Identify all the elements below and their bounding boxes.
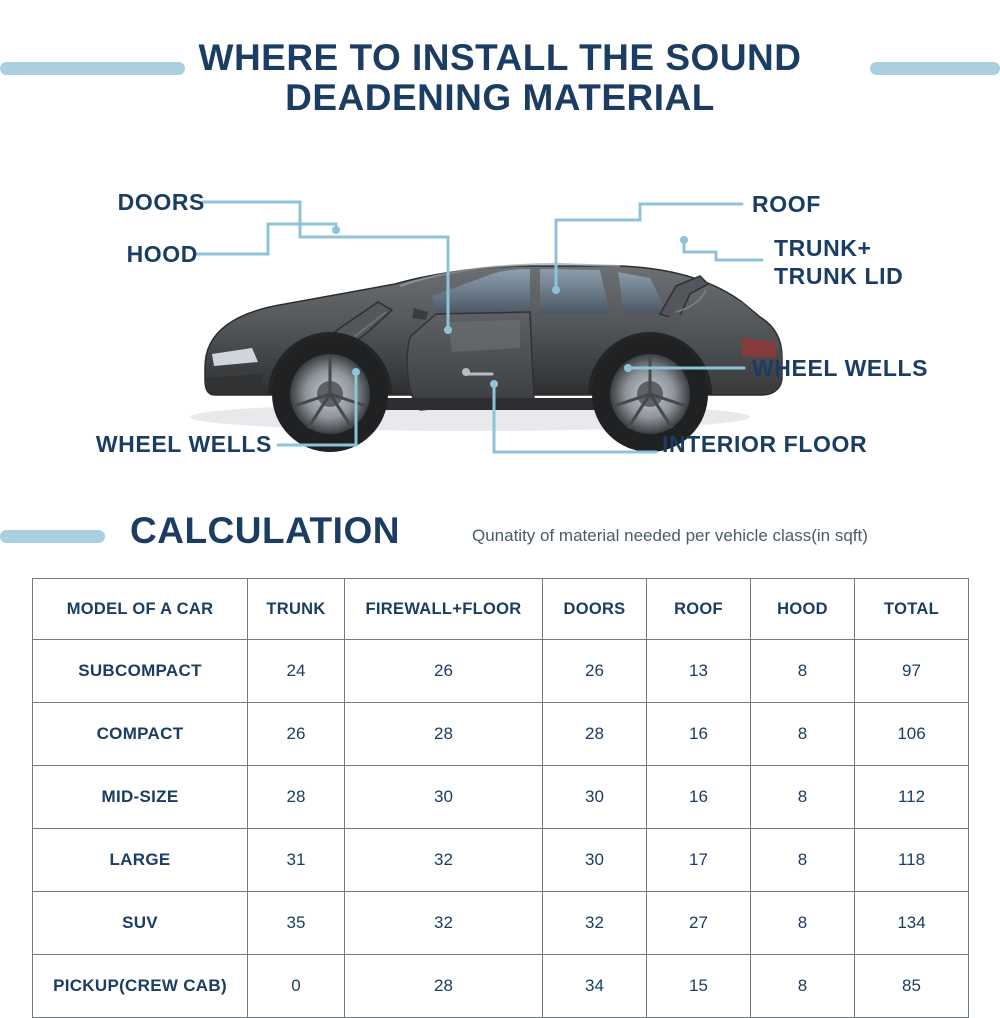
table-header-row bbox=[33, 579, 969, 640]
cell-model: SUBCOMPACT bbox=[33, 640, 248, 703]
column-header-roof: ROOF bbox=[647, 579, 751, 640]
cell-hood: 8 bbox=[751, 892, 855, 955]
column-header-model: MODEL OF A CAR bbox=[33, 579, 248, 640]
label-interior-floor: INTERIOR FLOOR bbox=[662, 431, 868, 457]
cell-trunk: 28 bbox=[248, 766, 345, 829]
car-diagram bbox=[0, 162, 1000, 502]
cell-doors: 28 bbox=[543, 703, 647, 766]
label-trunk-line-2: TRUNK LID bbox=[774, 263, 904, 289]
cell-roof: 27 bbox=[647, 892, 751, 955]
cell-doors: 34 bbox=[543, 955, 647, 1018]
cell-model: PICKUP(CREW CAB) bbox=[33, 955, 248, 1018]
cell-trunk: 0 bbox=[248, 955, 345, 1018]
cell-hood: 8 bbox=[751, 766, 855, 829]
column-header-doors: DOORS bbox=[543, 579, 647, 640]
table-row bbox=[33, 829, 969, 892]
table-header bbox=[33, 579, 969, 640]
label-wheel-wells-left: WHEEL WELLS bbox=[95, 431, 272, 457]
cell-model: LARGE bbox=[33, 829, 248, 892]
cell-trunk: 24 bbox=[248, 640, 345, 703]
table-row bbox=[33, 640, 969, 703]
column-header-trunk: TRUNK bbox=[248, 579, 345, 640]
page-header bbox=[0, 0, 1000, 148]
cell-firewall-floor: 28 bbox=[345, 703, 543, 766]
material-quantity-table bbox=[32, 578, 969, 1018]
cell-total: 106 bbox=[855, 703, 969, 766]
cell-trunk: 35 bbox=[248, 892, 345, 955]
column-header-total: TOTAL bbox=[855, 579, 969, 640]
cell-hood: 8 bbox=[751, 640, 855, 703]
cell-doors: 30 bbox=[543, 829, 647, 892]
label-trunk-line-1: TRUNK+ bbox=[774, 235, 872, 261]
label-doors: DOORS bbox=[117, 189, 205, 215]
cell-trunk: 26 bbox=[248, 703, 345, 766]
cell-roof: 16 bbox=[647, 703, 751, 766]
table-row bbox=[33, 892, 969, 955]
cell-total: 112 bbox=[855, 766, 969, 829]
cell-total: 97 bbox=[855, 640, 969, 703]
cell-hood: 8 bbox=[751, 829, 855, 892]
accent-bar-left bbox=[0, 62, 185, 75]
calculation-heading-row bbox=[0, 508, 1000, 570]
accent-bar-right bbox=[870, 62, 1000, 75]
cell-hood: 8 bbox=[751, 703, 855, 766]
cell-firewall-floor: 28 bbox=[345, 955, 543, 1018]
cell-hood: 8 bbox=[751, 955, 855, 1018]
label-hood: HOOD bbox=[126, 241, 198, 267]
cell-total: 118 bbox=[855, 829, 969, 892]
cell-model: MID-SIZE bbox=[33, 766, 248, 829]
cell-roof: 13 bbox=[647, 640, 751, 703]
cell-model: SUV bbox=[33, 892, 248, 955]
cell-doors: 30 bbox=[543, 766, 647, 829]
table-row bbox=[33, 766, 969, 829]
label-roof: ROOF bbox=[752, 191, 821, 217]
cell-doors: 32 bbox=[543, 892, 647, 955]
table-body bbox=[33, 640, 969, 1018]
page-title: WHERE TO INSTALL THE SOUND DEADENING MATERIAL bbox=[198, 37, 802, 118]
cell-doors: 26 bbox=[543, 640, 647, 703]
cell-total: 134 bbox=[855, 892, 969, 955]
accent-bar-calculation bbox=[0, 530, 105, 543]
cell-firewall-floor: 26 bbox=[345, 640, 543, 703]
cell-total: 85 bbox=[855, 955, 969, 1018]
calculation-title: CALCULATION bbox=[130, 510, 400, 551]
cell-firewall-floor: 30 bbox=[345, 766, 543, 829]
cell-roof: 17 bbox=[647, 829, 751, 892]
column-header-hood: HOOD bbox=[751, 579, 855, 640]
cell-firewall-floor: 32 bbox=[345, 829, 543, 892]
cell-roof: 16 bbox=[647, 766, 751, 829]
material-table-wrapper bbox=[32, 578, 968, 1018]
table-row bbox=[33, 703, 969, 766]
cell-roof: 15 bbox=[647, 955, 751, 1018]
calculation-subtitle: Qunatity of material needed per vehicle class(in sqft) bbox=[472, 526, 868, 545]
cell-model: COMPACT bbox=[33, 703, 248, 766]
label-wheel-wells-right: WHEEL WELLS bbox=[752, 355, 929, 381]
column-header-firewall-floor: FIREWALL+FLOOR bbox=[345, 579, 543, 640]
cell-firewall-floor: 32 bbox=[345, 892, 543, 955]
table-row bbox=[33, 955, 969, 1018]
cell-trunk: 31 bbox=[248, 829, 345, 892]
